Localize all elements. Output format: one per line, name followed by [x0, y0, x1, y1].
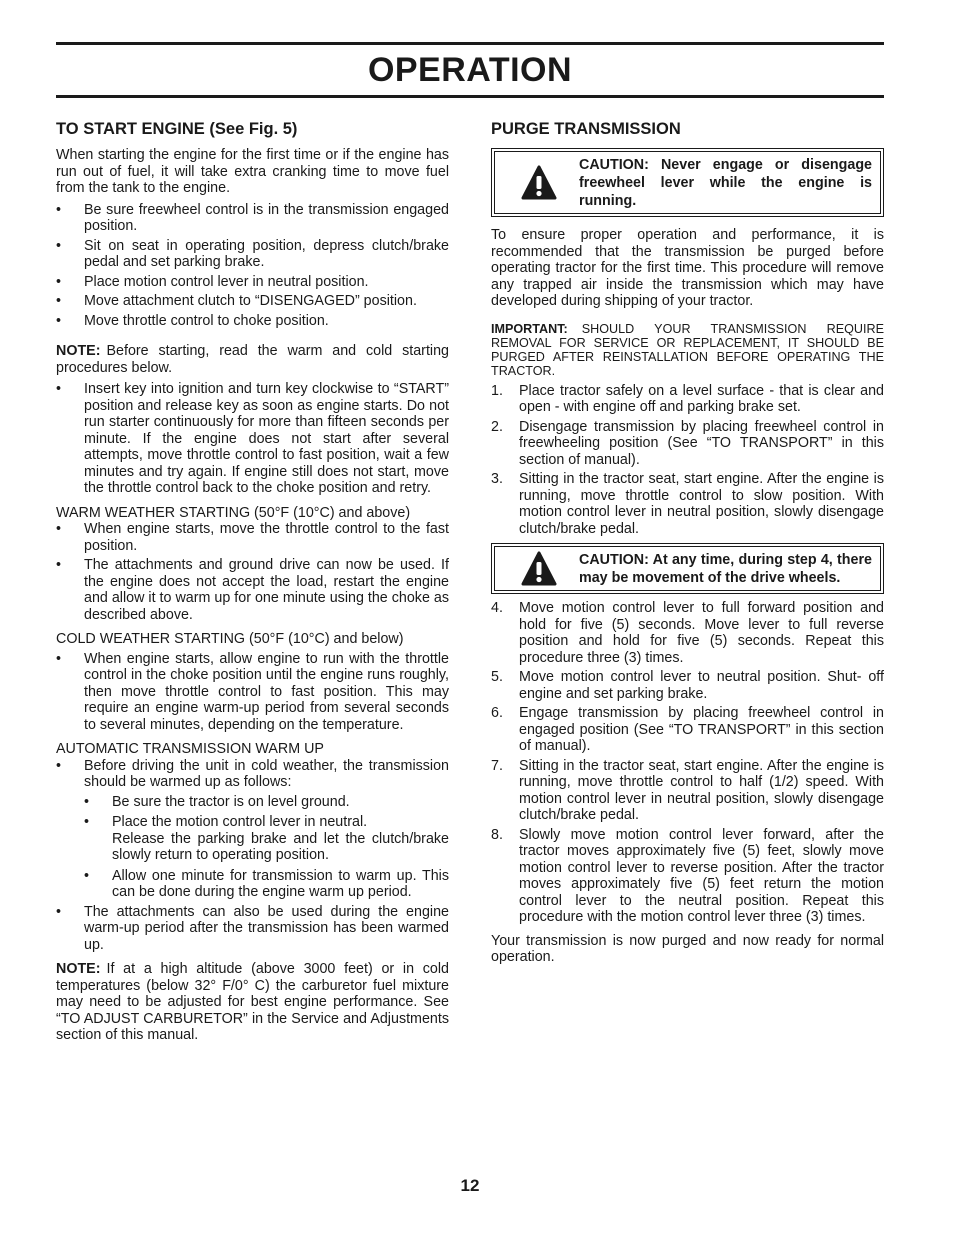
important-notice	[491, 322, 884, 379]
list-item	[491, 471, 884, 537]
list-item: • Before driving the unit in cold weather, the transmission should be warmed up as follows:	[56, 758, 449, 791]
list-item: • Place motion control lever in neutral position.	[56, 274, 449, 291]
list-item	[491, 758, 884, 824]
purge-steps-a	[491, 383, 884, 538]
caution-box-freewheel	[491, 148, 884, 217]
auto-transmission-sublist	[56, 794, 449, 901]
step-number: 5.	[491, 669, 503, 686]
step-number: 1.	[491, 382, 503, 399]
step-text: Move motion control lever to full forward position and hold for five (5) seconds. Move lever to full reverse position and hold for five (5) seconds. Repeat this procedure three (3) times.	[519, 600, 884, 666]
note-before-starting	[56, 343, 449, 376]
sub-item-line: Release the parking brake and let the clutch/brake slowly return to operating position.	[112, 830, 449, 863]
cold-weather-list	[56, 651, 449, 734]
purge-intro: To ensure proper operation and performance, it is recommended that the transmission be purged before operating tractor for the first time. This procedure will remove any trapped air inside the transmission which may have developed during shipping of your tractor.	[491, 227, 884, 309]
list-item: • Sit on seat in operating position, depress clutch/brake pedal and set parking brake.	[56, 238, 449, 271]
important-label: IMPORTANT:	[491, 321, 568, 336]
step-text: Disengage transmission by placing freewheel control in freewheeling position (See “TO TRANSPORT” in this section of manual).	[519, 418, 884, 468]
title-underline-rule	[56, 95, 884, 98]
step-number: 3.	[491, 471, 503, 488]
list-item	[84, 814, 449, 864]
list-item: • The attachments can also be used during the engine warm-up period after the transmission has been warmed up.	[56, 904, 449, 954]
list-item: • Allow one minute for transmission to warm up. This can be done during the engine warm up period.	[84, 868, 449, 901]
auto-transmission-heading: AUTOMATIC TRANSMISSION WARM UP	[56, 741, 324, 757]
step-number: 8.	[491, 826, 503, 843]
list-item	[491, 705, 884, 755]
note-text: If at a high altitude (above 3000 feet) or in cold temperatures (below 32° F/0° C) the carburetor fuel mixture may need to be adjusted for best engine performance. See “TO ADJUST CARBURETOR” in the Service and Adjustments section of this manual.	[56, 961, 449, 1043]
list-item: • When engine starts, allow engine to run with the throttle control in the choke position until the engine runs roughly, then move throttle control to fast position. This may require an engine warm-up period from several seconds to several minutes, depending on the temperature.	[56, 651, 449, 734]
list-item	[491, 383, 884, 416]
cold-weather-heading: COLD WEATHER STARTING (50°F (10°C) and below)	[56, 631, 404, 647]
warm-weather-list	[56, 521, 449, 623]
note-label: NOTE:	[56, 961, 101, 977]
important-text: SHOULD YOUR TRANSMISSION REQUIRE REMOVAL FOR SERVICE OR REPLACEMENT, IT SHOULD BE PURGED AFTER REINSTALLATION BEFORE OPERATING THE TRACTOR.	[491, 321, 884, 379]
note-text: Before starting, read the warm and cold starting procedures below.	[56, 343, 449, 376]
list-item: • Be sure freewheel control is in the transmission engaged position.	[56, 202, 449, 235]
purge-transmission-heading: PURGE TRANSMISSION	[491, 120, 681, 138]
list-item: • Be sure the tractor is on level ground.	[84, 794, 449, 811]
step-text: Sitting in the tractor seat, start engine. After the engine is running, move throttle control to slow position. With motion control lever in neutral position, slowly disengage clutch/brake pedal.	[519, 471, 884, 537]
page-title: OPERATION	[367, 51, 573, 89]
warning-triangle-icon	[521, 551, 557, 587]
list-item: • Insert key into ignition and turn key clockwise to “START” position and release key as soon as engine starts. Do not run starter continuously for more than fifteen seconds per minute. If the engine does not start after several attempts, move throttle control to fast position, wait a few minutes and try again. If engine still does not start, move the throttle control back to the choke position and retry.	[56, 381, 449, 497]
warning-triangle-icon	[521, 165, 557, 201]
step-number: 4.	[491, 600, 503, 617]
list-item	[491, 600, 884, 666]
list-item: • Move attachment clutch to “DISENGAGED” position.	[56, 293, 449, 310]
start-engine-heading: TO START ENGINE (See Fig. 5)	[56, 120, 298, 138]
note-label: NOTE:	[56, 343, 101, 359]
start-engine-steps	[56, 202, 449, 330]
list-item: • When engine starts, move the throttle control to the fast position.	[56, 521, 449, 554]
caution-text: CAUTION: At any time, during step 4, there may be movement of the drive wheels.	[579, 552, 872, 587]
step-text: Place tractor safely on a level surface - that is clear and open - with engine off and parking brake set.	[519, 382, 884, 416]
step-text: Move motion control lever to neutral position. Shut- off engine and set parking brake.	[519, 669, 884, 702]
purge-steps-b	[491, 600, 884, 926]
auto-transmission-last	[56, 904, 449, 954]
caution-text: CAUTION: Never engage or disengage freewheel lever while the engine is running.	[579, 157, 872, 209]
page-number: 12	[460, 1176, 480, 1195]
start-engine-intro: When starting the engine for the first time or if the engine has run out of fuel, it will take extra cranking time to move fuel from the tank to the engine.	[56, 147, 449, 196]
top-rule	[56, 42, 884, 45]
step-text: Engage transmission by placing freewheel control in engaged position (See “TO TRANSPORT” in this section of manual).	[519, 705, 884, 755]
warm-weather-heading: WARM WEATHER STARTING (50°F (10°C) and above)	[56, 504, 411, 521]
list-item	[491, 669, 884, 702]
step-number: 7.	[491, 757, 503, 774]
auto-transmission-list	[56, 758, 449, 791]
caution-box-drive-wheels	[491, 543, 884, 594]
list-item	[491, 419, 884, 469]
step-text: Sitting in the tractor seat, start engine. After the engine is running, move throttle control to half (1/2) speed. With motion control lever in neutral position, slowly disengage clutch/brake pedal.	[519, 757, 884, 824]
list-item: • The attachments and ground drive can now be used. If the engine does not accept the load, restart the engine and allow it to warm up for one minute using the choke as described above.	[56, 557, 449, 623]
step-text: Slowly move motion control lever forward, after the tractor moves approximately five (5) feet, slowly move motion control lever to reverse position. After the tractor moves approximately five (5) feet return the motion control lever to the neutral position. Repeat this procedure with the motion control lever three (3) times.	[519, 826, 884, 926]
note-high-altitude	[56, 961, 449, 1044]
step-number: 2.	[491, 418, 503, 435]
list-item	[491, 827, 884, 926]
list-item: • Move throttle control to choke position.	[56, 313, 449, 330]
right-column	[491, 118, 884, 966]
left-column	[56, 118, 449, 1044]
step-number: 6.	[491, 705, 503, 722]
sub-item-line: Place the motion control lever in neutral.	[112, 814, 368, 830]
purge-closing: Your transmission is now purged and now ready for normal operation.	[491, 932, 884, 966]
key-step-list	[56, 381, 449, 497]
